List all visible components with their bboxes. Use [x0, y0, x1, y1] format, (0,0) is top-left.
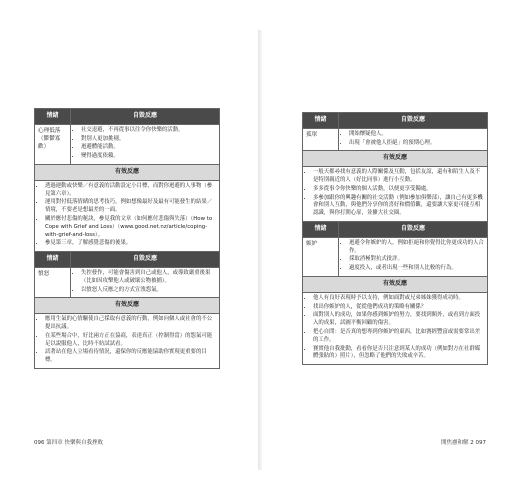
effective-item: • 賽實他自我批動，看看你是否只注意到某人的成功（例如對方在社群媒體張貼的）照片），但忽略了他們的失敗或辛苦。	[313, 346, 484, 362]
header-emotion: 情緒	[35, 252, 71, 268]
reaction-item: • 社交退避，不再從事以往令你快樂的活動。	[81, 127, 216, 135]
effective-heading: 有效反應	[35, 165, 220, 181]
effective-heading: 有效反應	[303, 277, 488, 293]
reaction-item: • 迴避令你嫉妒的人，例如拒絕和你覺得比你更成功的人合作。	[349, 240, 484, 256]
right-page	[262, 0, 520, 500]
header-reaction: 自毀反應	[71, 252, 220, 268]
effective-heading: 有效反應	[35, 298, 220, 314]
header-reaction: 自毀反應	[339, 113, 488, 129]
emotion-table-left	[34, 108, 220, 369]
effective-item: • 試著站在他人立場看待情況，還保你的反應能協助你實現更重要的目標。	[45, 349, 216, 365]
header-reaction: 自毀反應	[71, 109, 220, 125]
emotion-label: 心理低落（鬱鬱寡歡）	[35, 124, 71, 164]
header-reaction: 自毀反應	[339, 222, 488, 238]
emotion-table-right	[302, 112, 488, 365]
header-emotion: 情緒	[35, 109, 71, 125]
reaction-item: • 過度投入，或者出現一些和別人比較的行為。	[349, 265, 484, 273]
emotion-label: 嫉妒	[303, 237, 339, 276]
reaction-list	[71, 124, 220, 164]
effective-item: • 他人有良好表現時予以支持，例如面對或兄弟姊妹獲得成功時。	[313, 295, 484, 303]
reaction-item: • 採取消極對抗式批評。	[349, 256, 484, 264]
emotion-label: 孤單	[303, 128, 339, 151]
reaction-list	[339, 128, 488, 151]
effective-item: • 多參加跟你的興趣有關的社交活動（例如參加俱樂部），讓自己有更多機會和別人互動，與他們分享你的喜好和價值觀，還要讓大家更可能互相認識，與你打開心扉，並擴大社交圈。	[313, 195, 484, 218]
reaction-item: • 以憤怒人反應之的方式宣洩怨氣。	[81, 287, 216, 295]
effective-item: • 應用生氣的心情驅使自己採取有意義的行動，例如向個人或社會的不公提出抗議。	[45, 316, 216, 332]
effective-list	[35, 314, 220, 369]
effective-item: • 多多從事令你快樂的個人活動，以便更享受獨處。	[313, 186, 484, 194]
reaction-item: • 開始懷疑他人。	[349, 131, 484, 139]
left-page	[0, 0, 258, 500]
effective-item: • 在某些場合中，好比兩方正在協商，表達真正（控制得當）的怨氣可能足以說服他人，比時不妨試試看。	[45, 333, 216, 349]
effective-item: • 把心自問：是否真的想專到你嫉妒的東西，比如賽經豐富或需要常出差的工作。	[313, 329, 484, 345]
reaction-item: • 失控發作，可能會傷害到自己或他人，或導致嚴重後果（比如因攻擊他人或破壞公物被捕）。	[81, 270, 216, 286]
effective-item: • 找出你嫉妒的人，從從他們成功的策略有關係？	[313, 304, 484, 312]
reaction-item: • 變得過度依賴。	[81, 153, 216, 161]
reaction-item: • 迴避體能活動。	[81, 144, 216, 152]
effective-item: • 參見第三章，了解感覺悲傷的後果。	[45, 240, 216, 248]
effective-item: • 透過運動或快樂／有意義的活動設定小目標，而對你迴避的人事物（參見第六章）。	[45, 183, 216, 199]
effective-item: • 運用對付低落情緒的思考技巧，例如想像最好及最有可能發生的結果／情境，不要老是想最差的一面。	[45, 199, 216, 215]
emotion-label: 憤怒	[35, 268, 71, 298]
effective-list	[35, 180, 220, 252]
header-emotion: 情緒	[303, 113, 339, 129]
reaction-list	[71, 268, 220, 298]
page-footer: 開焦慮和解 2 097	[441, 440, 486, 446]
header-emotion: 情緒	[303, 222, 339, 238]
effective-item: • 一般天都尋找有意義的人際關係及互動，包括友誼，還有和陌生人及不是特別親近的人（好比同事）進行小互動。	[313, 169, 484, 185]
effective-list	[303, 167, 488, 222]
reaction-item: • 出現「會被他人拒絕」的預期心理。	[349, 140, 484, 148]
reaction-list	[339, 237, 488, 276]
effective-list	[303, 292, 488, 365]
effective-item: • 關於應付悲傷的秘訣，參見我的文章（如何應付悲傷與失落）（How to Cope with Grief and Loss）（www.good.net.nz/article/coping-with-grief-and-loss）。	[45, 216, 216, 239]
page-footer: 096 第四章 快樂與自我挫敗	[34, 440, 103, 446]
effective-item: • 面對別人的成功，如果你感到嫉妒的努力，要找到額外，或看到方面投入的成果，試圖平衡回顧的傷害。	[313, 312, 484, 328]
reaction-item: • 對別人更加挑剔。	[81, 136, 216, 144]
effective-heading: 有效反應	[303, 151, 488, 167]
